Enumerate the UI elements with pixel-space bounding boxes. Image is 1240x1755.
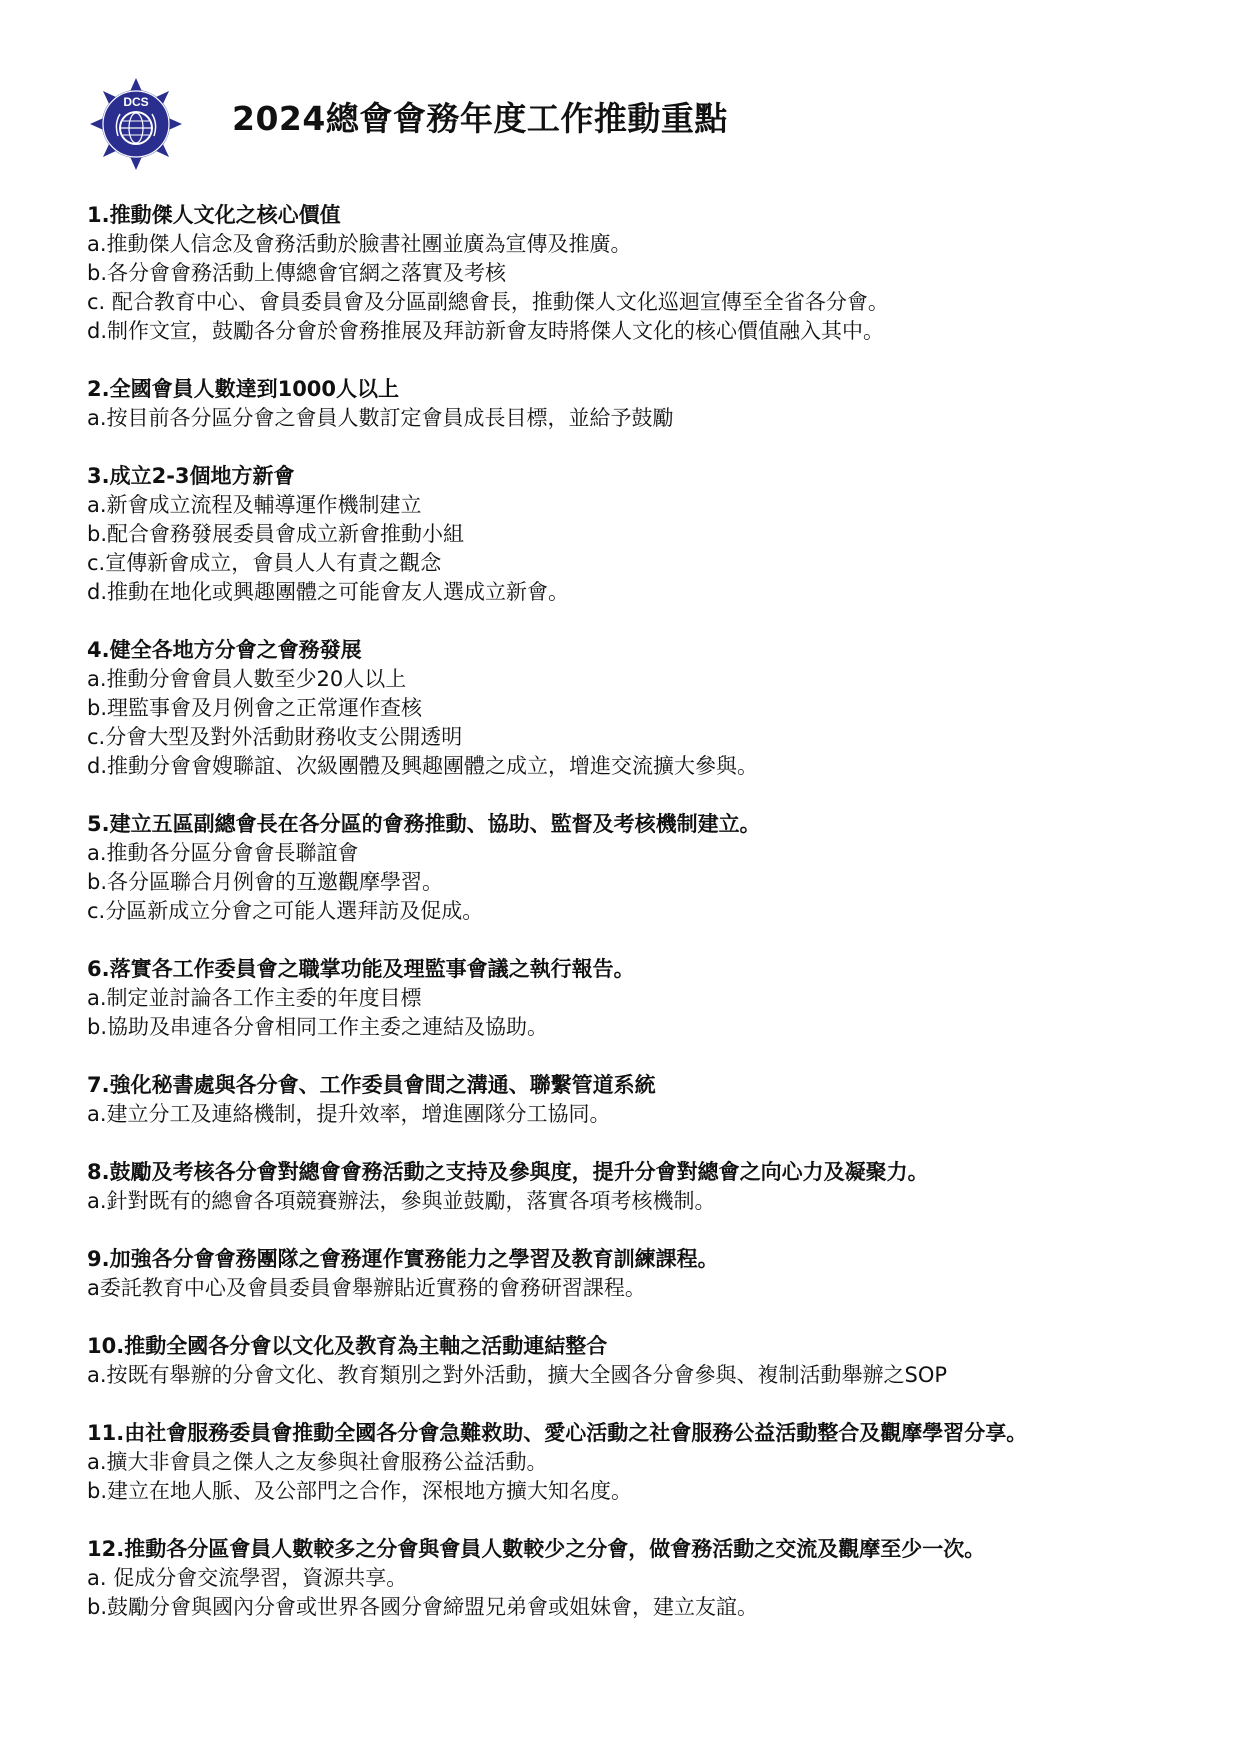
section-item: a.按既有舉辦的分會文化、教育類別之對外活動，擴大全國各分會參與、複制活動舉辦之SOP [87,1363,948,1387]
section-item: b.理監事會及月例會之正常運作查核 [87,696,423,720]
section-item: a.推動各分區分會會長聯誼會 [87,841,359,865]
section-item: a.按目前各分區分會之會員人數訂定會員成長目標，並給予鼓勵 [87,406,674,430]
section-heading: 12.推動各分區會員人數較多之分會與會員人數較少之分會，做會務活動之交流及觀摩至少一次。 [87,1537,986,1561]
section-2 [87,375,1227,433]
logo-text: DCS [123,95,149,109]
section-heading: 5.建立五區副總會長在各分區的會務推動、協助、監督及考核機制建立。 [87,812,761,836]
section-10 [87,1332,1227,1390]
section-item: a.推動分會會員人數至少20人以上 [87,667,407,691]
section-heading: 10.推動全國各分會以文化及教育為主軸之活動連結整合 [87,1334,608,1358]
section-6 [87,955,1227,1042]
section-item: b.協助及串連各分會相同工作主委之連結及協助。 [87,1015,549,1039]
section-heading: 9.加強各分會會務團隊之會務運作實務能力之學習及教育訓練課程。 [87,1247,719,1271]
section-11 [87,1419,1227,1506]
section-5 [87,810,1227,926]
section-3 [87,462,1227,607]
section-item: b.鼓勵分會與國內分會或世界各國分會締盟兄弟會或姐妹會，建立友誼。 [87,1595,759,1619]
section-item: b.各分會會務活動上傳總會官網之落實及考核 [87,261,507,285]
section-heading: 6.落實各工作委員會之職掌功能及理監事會議之執行報告。 [87,957,635,981]
section-12 [87,1535,1227,1622]
section-item: d.推動分會會嫂聯誼、次級團體及興趣團體之成立，增進交流擴大參與。 [87,754,759,778]
section-item: c.分區新成立分會之可能人選拜訪及促成。 [87,899,484,923]
section-item: c.分會大型及對外活動財務收支公開透明 [87,725,463,749]
section-item: b.建立在地人脈、及公部門之合作，深根地方擴大知名度。 [87,1479,633,1503]
section-7 [87,1071,1227,1129]
section-item: a.針對既有的總會各項競賽辦法，參與並鼓勵，落實各項考核機制。 [87,1189,716,1213]
section-heading: 7.強化秘書處與各分會、工作委員會間之溝通、聯繫管道系統 [87,1073,656,1097]
section-item: d.制作文宣，鼓勵各分會於會務推展及拜訪新會友時將傑人文化的核心價值融入其中。 [87,319,885,343]
section-item: a委託教育中心及會員委員會舉辦貼近實務的會務研習課程。 [87,1276,646,1300]
section-heading: 3.成立2-3個地方新會 [87,464,295,488]
section-8 [87,1158,1227,1216]
section-item: a.制定並討論各工作主委的年度目標 [87,986,422,1010]
section-item: b.各分區聯合月例會的互邀觀摩學習。 [87,870,444,894]
section-9 [87,1245,1227,1303]
section-item: c. 配合教育中心、會員委員會及分區副總會長，推動傑人文化巡迴宣傳至全省各分會。 [87,290,889,314]
section-item: a.新會成立流程及輔導運作機制建立 [87,493,422,517]
section-item: a. 促成分會交流學習，資源共享。 [87,1566,408,1590]
section-4 [87,636,1227,781]
section-item: a.擴大非會員之傑人之友參與社會服務公益活動。 [87,1450,548,1474]
section-heading: 8.鼓勵及考核各分會對總會會務活動之支持及參與度，提升分會對總會之向心力及凝聚力。 [87,1160,929,1184]
section-item: a.建立分工及連絡機制，提升效率，增進團隊分工協同。 [87,1102,611,1126]
dcs-emblem-icon [88,76,184,172]
section-item: c.宣傳新會成立，會員人人有責之觀念 [87,551,442,575]
dcs-logo [88,76,184,172]
section-1 [87,201,1227,346]
section-heading: 1.推動傑人文化之核心價值 [87,203,341,227]
section-item: b.配合會務發展委員會成立新會推動小組 [87,522,465,546]
section-item: a.推動傑人信念及會務活動於臉書社團並廣為宣傳及推廣。 [87,232,632,256]
section-heading: 4.健全各地方分會之會務發展 [87,638,362,662]
page-title: 2024總會會務年度工作推動重點 [232,99,728,138]
document-body [87,201,1227,1651]
section-heading: 2.全國會員人數達到1000人以上 [87,377,400,401]
section-item: d.推動在地化或興趣團體之可能會友人選成立新會。 [87,580,570,604]
section-heading: 11.由社會服務委員會推動全國各分會急難救助、愛心活動之社會服務公益活動整合及觀摩學習分享。 [87,1421,1028,1445]
